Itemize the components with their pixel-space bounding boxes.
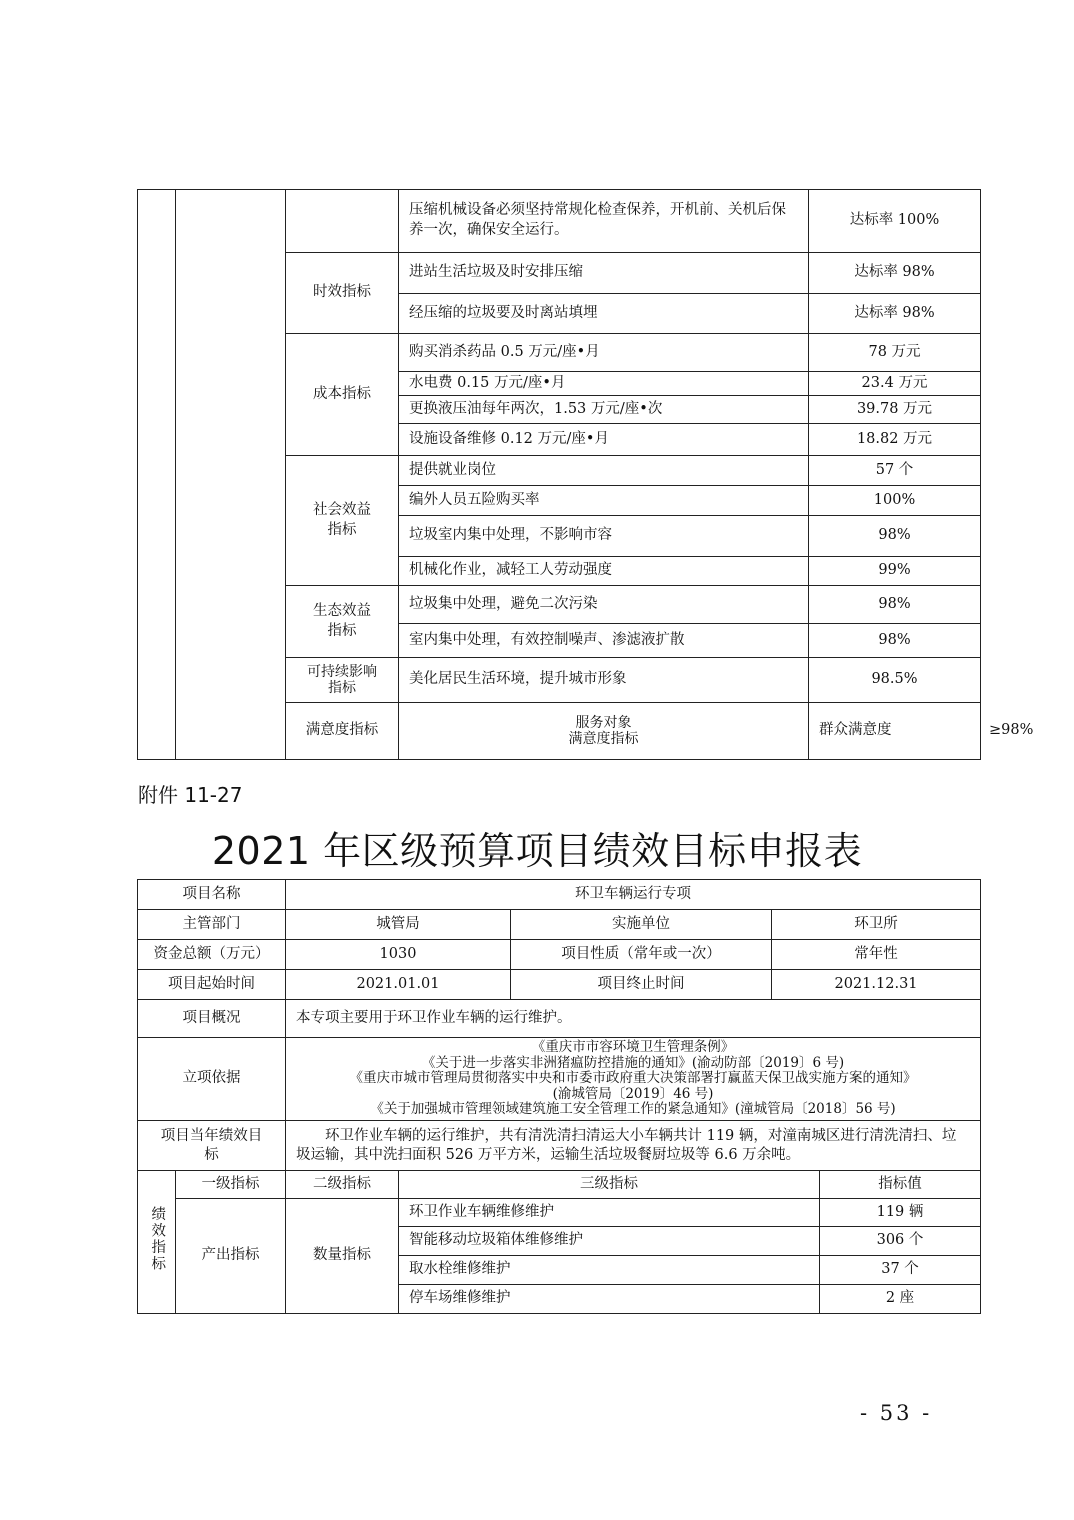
end-value: 2021.12.31 <box>772 970 981 1000</box>
level2-sustain-line2: 指标 <box>328 680 356 696</box>
basis-value <box>286 1038 981 1121</box>
level2-sustain <box>286 658 399 703</box>
level2-cost: 成本指标 <box>286 334 399 456</box>
value-cell: 98% <box>809 516 981 557</box>
level3-cell: 编外人员五险购买率 <box>399 486 809 516</box>
level3-cell: 取水栓维修维护 <box>399 1256 820 1285</box>
value-cell: 39.78 万元 <box>809 396 981 424</box>
level3-cell: 更换液压油每年两次，1.53 万元/座•次 <box>399 396 809 424</box>
dept-label: 主管部门 <box>138 910 286 940</box>
perf-label <box>138 1171 176 1314</box>
level3-cell: 设施设备维修 0.12 万元/座•月 <box>399 424 809 456</box>
header-level2: 二级指标 <box>286 1171 399 1199</box>
project-name-value: 环卫车辆运行专项 <box>286 880 981 910</box>
level2-cell-empty <box>286 190 399 253</box>
level2-eco-line1: 生态效益 <box>313 602 371 619</box>
level2-eco <box>286 586 399 658</box>
level2-eco-line2: 指标 <box>327 622 357 639</box>
fund-label: 资金总额（万元） <box>138 940 286 970</box>
value-cell: 98% <box>809 624 981 658</box>
value-cell: 57 个 <box>809 456 981 486</box>
level2-sustain-line1: 可持续影响 <box>307 663 377 680</box>
level2-satisfaction-line1: 服务对象 <box>575 714 632 731</box>
level3-cell: 垃圾室内集中处理，不影响市容 <box>399 516 809 557</box>
level1-cell-empty <box>176 190 286 760</box>
unit-value: 环卫所 <box>772 910 981 940</box>
value-cell: 2 座 <box>820 1285 981 1314</box>
level2-satisfaction <box>399 703 809 760</box>
unit-label: 实施单位 <box>511 910 772 940</box>
value-cell: 达标率 98% <box>809 294 981 334</box>
basis-line: (渝城管局〔2019〕46 号) <box>552 1085 714 1102</box>
level3-cell: 停车场维修维护 <box>399 1285 820 1314</box>
page-number: - 53 - <box>860 1401 933 1425</box>
start-value: 2021.01.01 <box>286 970 511 1000</box>
value-cell: 78 万元 <box>809 334 981 372</box>
level3-cell: 水电费 0.15 万元/座•月 <box>399 372 809 396</box>
overview-value: 本专项主要用于环卫作业车辆的运行维护。 <box>286 1000 981 1038</box>
nature-label: 项目性质（常年或一次） <box>511 940 772 970</box>
goal-label: 项目当年绩效目标 <box>138 1121 286 1171</box>
end-label: 项目终止时间 <box>511 970 772 1000</box>
basis-line: 《关于进一步落实非洲猪瘟防控措施的通知》(渝动防部〔2019〕6 号) <box>421 1054 845 1071</box>
level3-cell: 进站生活垃圾及时安排压缩 <box>399 253 809 294</box>
level3-cell: 垃圾集中处理，避免二次污染 <box>399 586 809 624</box>
fund-value: 1030 <box>286 940 511 970</box>
perf-label-text: 绩效指标 <box>149 1205 166 1272</box>
indicator-table-continued: 压缩机械设备必须坚持常规化检查保养，开机前、关机后保养一次，确保安全运行。 达标率 100% 时效指标 进站生活垃圾及时安排压缩 达标率 98% 经压缩的垃圾要及时离站填埋 达标率 98% 成本指标 购买消杀药品 0.5 万元/座•月 78 万元 水电费 0.15 万元/座•月 23.4 万元 更换液压油每年两次，1.53 万元/座•次 39.78 万元 设施设备维修 0.12 万元/座•月 18.82 万元 社会效益 指标 提供就业岗位 57 个 编外人员五险购买率 100% 垃圾室内集中处理，不影响市容 98% 机械化作业，减轻工人劳动强度 99% 生态效益 指标 垃圾集中处理，避免二次污染 98% 室内集中处理，有效控制噪声、渗滤液扩散 98% 可持续影响 指标 美化居民生活环境，提升城市形象 98.5% 满意度指标 服务对象 满意度指标 群众满意度 ≥98% <box>137 189 981 760</box>
value-cell: 100% <box>809 486 981 516</box>
value-cell: 98% <box>809 586 981 624</box>
performance-target-table <box>137 879 981 1314</box>
level2-quantity: 数量指标 <box>286 1199 399 1314</box>
basis-label: 立项依据 <box>138 1038 286 1121</box>
value-cell: 达标率 98% <box>809 253 981 294</box>
level3-cell: 压缩机械设备必须坚持常规化检查保养，开机前、关机后保养一次，确保安全运行。 <box>399 190 809 253</box>
basis-line: 《重庆市城市管理局贯彻落实中央和市委市政府重大决策部署打赢蓝天保卫战实施方案的通知》 <box>349 1070 917 1087</box>
level3-cell: 购买消杀药品 0.5 万元/座•月 <box>399 334 809 372</box>
level3-cell: 智能移动垃圾箱体维修维护 <box>399 1227 820 1256</box>
level1-output: 产出指标 <box>176 1199 286 1314</box>
nature-value: 常年性 <box>772 940 981 970</box>
value-cell: 119 辆 <box>820 1199 981 1227</box>
value-cell: 23.4 万元 <box>809 372 981 396</box>
dept-value: 城管局 <box>286 910 511 940</box>
value-cell: 达标率 100% <box>809 190 981 253</box>
level2-social-line2: 指标 <box>327 521 357 538</box>
level3-cell: 机械化作业，减轻工人劳动强度 <box>399 557 809 586</box>
level2-timeliness: 时效指标 <box>286 253 399 334</box>
overview-label: 项目概况 <box>138 1000 286 1038</box>
level3-cell: 环卫作业车辆维修维护 <box>399 1199 820 1227</box>
page-title: 2021 年区级预算项目绩效目标申报表 <box>211 829 863 873</box>
level3-cell: 美化居民生活环境，提升城市形象 <box>399 658 809 703</box>
value-cell: 99% <box>809 557 981 586</box>
level3-cell: 提供就业岗位 <box>399 456 809 486</box>
start-label: 项目起始时间 <box>138 970 286 1000</box>
level3-cell: 群众满意度 <box>809 703 981 760</box>
basis-line: 《重庆市市容环境卫生管理条例》 <box>531 1039 735 1056</box>
value-cell: 37 个 <box>820 1256 981 1285</box>
value-cell: 18.82 万元 <box>809 424 981 456</box>
level1-satisfaction: 满意度指标 <box>286 703 399 760</box>
level2-social <box>286 456 399 586</box>
basis-line: 《关于加强城市管理领域建筑施工安全管理工作的紧急通知》(潼城管局〔2018〕56 号) <box>370 1101 896 1118</box>
header-value: 指标值 <box>820 1171 981 1199</box>
project-name-label: 项目名称 <box>138 880 286 910</box>
header-level3: 三级指标 <box>399 1171 820 1199</box>
attachment-label: 附件 11-27 <box>138 783 243 807</box>
goal-value: 环卫作业车辆的运行维护，共有清洗清扫清运大小车辆共计 119 辆，对潼南城区进行清洗清扫、垃圾运输，其中洗扫面积 526 万平方米，运输生活垃圾餐厨垃圾等 6.6 万余吨。 <box>286 1121 981 1171</box>
header-level1: 一级指标 <box>176 1171 286 1199</box>
value-cell: 98.5% <box>809 658 981 703</box>
level3-cell: 经压缩的垃圾要及时离站填埋 <box>399 294 809 334</box>
perf-label-cell-empty <box>138 190 176 760</box>
level3-cell: 室内集中处理，有效控制噪声、渗滤液扩散 <box>399 624 809 658</box>
level2-satisfaction-line2: 满意度指标 <box>568 731 639 747</box>
level2-social-line1: 社会效益 <box>313 501 371 518</box>
value-cell: 306 个 <box>820 1227 981 1256</box>
